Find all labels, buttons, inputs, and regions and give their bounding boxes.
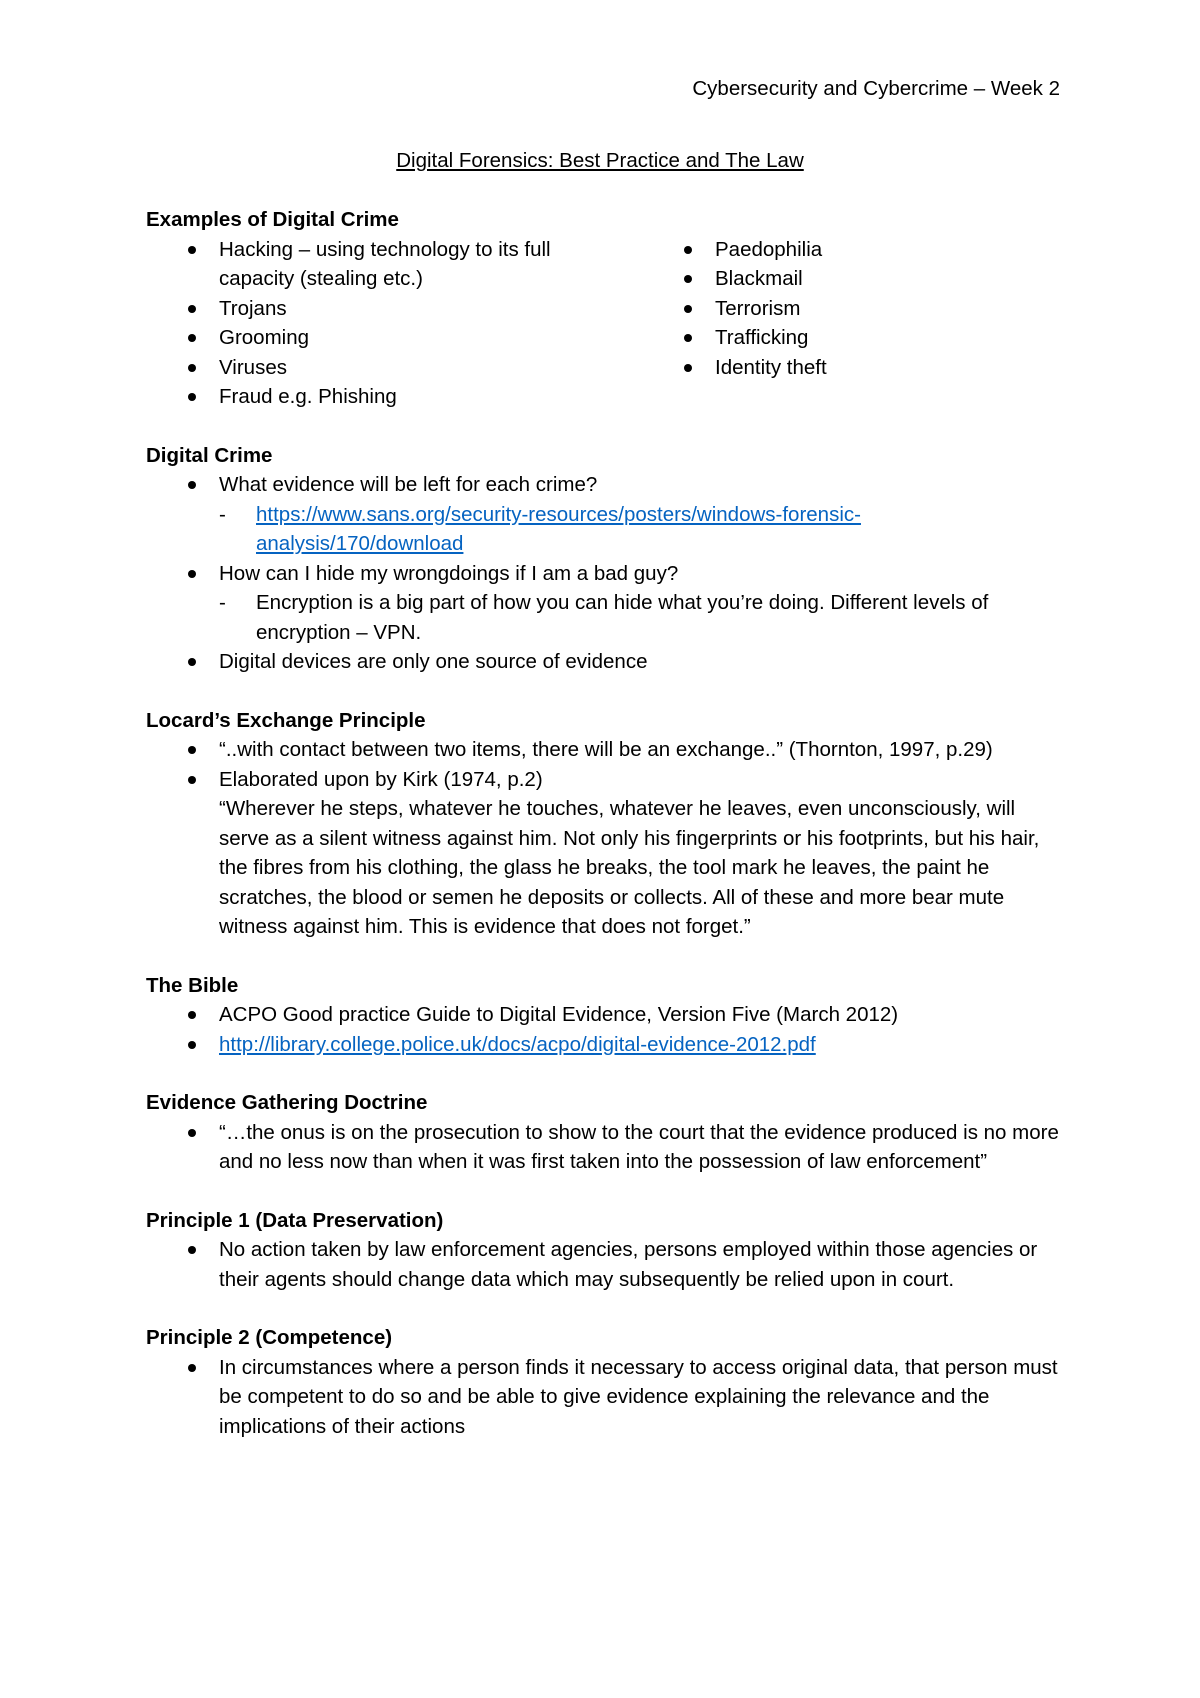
list-item: Trojans — [146, 294, 642, 324]
bullet-list — [146, 1000, 1066, 1059]
bullet-icon — [684, 364, 692, 372]
list-item: Digital devices are only one source of evidence — [146, 647, 1066, 677]
list-item: ACPO Good practice Guide to Digital Evidence, Version Five (March 2012) — [146, 1000, 1066, 1030]
list-item: Elaborated upon by Kirk (1974, p.2) “Wherever he steps, whatever he touches, whatever he leaves, even unconsciously, will serve as a silent witness against him. Not only his fingerprints or his footprints, but his hair, the fibres from his clothing, the glass he breaks, the tool mark he leaves, the paint he scratches, the blood or semen he deposits or collects. All of these and more bear mute witness against him. This is evidence that does not forget.” — [146, 765, 1066, 942]
bullet-list — [146, 470, 1066, 677]
bullet-icon — [188, 481, 196, 489]
list-item: How can I hide my wrongdoings if I am a bad guy? - Encryption is a big part of how you can hide what you’re doing. Different levels of encryption – VPN. — [146, 559, 1066, 648]
examples-left-column — [146, 235, 642, 412]
section-heading: Locard’s Exchange Principle — [146, 708, 426, 732]
section-locard — [146, 706, 1066, 942]
list-item: Fraud e.g. Phishing — [146, 382, 642, 412]
list-item: Blackmail — [642, 264, 1066, 294]
sans-poster-link[interactable]: https://www.sans.org/security-resources/posters/windows-forensic-analysis/170/download — [256, 502, 861, 555]
section-heading: Evidence Gathering Doctrine — [146, 1091, 428, 1114]
list-item: Viruses — [146, 353, 642, 383]
section-heading: Examples of Digital Crime — [146, 208, 399, 231]
dash-icon: - — [219, 502, 226, 526]
bullet-list — [642, 235, 1066, 383]
bullet-icon — [188, 1041, 196, 1049]
section-digital-crime — [146, 441, 1066, 677]
bullet-list — [146, 1353, 1066, 1442]
bullet-list — [146, 1235, 1066, 1294]
kirk-quote: “Wherever he steps, whatever he touches, whatever he leaves, even unconsciously, will serve as a silent witness against him. Not only his fingerprints or his footprints, but his hair, the fibres from his clothing, the glass he breaks, the tool mark he leaves, the paint he scratches, the blood or semen he deposits or collects. All of these and more bear mute witness against him. This is evidence that does not forget.” — [219, 797, 1040, 938]
list-item — [146, 1030, 1066, 1060]
list-item: No action taken by law enforcement agencies, persons employed within those agencies or their agents should change data which may subsequently be relied upon in court. — [146, 1235, 1066, 1294]
document-body — [146, 205, 1066, 1470]
list-item: Hacking – using technology to its full capacity (stealing etc.) — [146, 235, 642, 294]
bullet-icon — [188, 1246, 196, 1254]
bullet-icon — [188, 776, 196, 784]
sub-list-item — [219, 500, 1066, 559]
document-title: Digital Forensics: Best Practice and The Law — [396, 149, 804, 172]
bullet-icon — [188, 658, 196, 666]
list-item: Identity theft — [642, 353, 1066, 383]
bullet-list — [146, 235, 642, 412]
sub-list — [219, 588, 1066, 647]
bullet-icon — [684, 246, 692, 254]
section-heading: Digital Crime — [146, 443, 273, 467]
bullet-list — [146, 1118, 1066, 1177]
list-item: Trafficking — [642, 323, 1066, 353]
bullet-icon — [188, 1129, 196, 1137]
bullet-icon — [188, 570, 196, 578]
bullet-icon — [188, 364, 196, 372]
section-heading: The Bible — [146, 973, 239, 997]
sub-list-item: - Encryption is a big part of how you can hide what you’re doing. Different levels of encryption – VPN. — [219, 588, 1066, 647]
section-heading: Principle 2 (Competence) — [146, 1326, 393, 1349]
list-item: Grooming — [146, 323, 642, 353]
bullet-icon — [188, 1364, 196, 1372]
bullet-icon — [188, 246, 196, 254]
sub-list — [219, 500, 1066, 559]
acpo-guide-link[interactable]: http://library.college.police.uk/docs/acpo/digital-evidence-2012.pdf — [219, 1032, 816, 1056]
bullet-icon — [684, 305, 692, 313]
bullet-icon — [188, 1011, 196, 1019]
list-item: “..with contact between two items, there will be an exchange..” (Thornton, 1997, p.29) — [146, 735, 1066, 765]
list-item: Terrorism — [642, 294, 1066, 324]
section-heading: Principle 1 (Data Preservation) — [146, 1208, 444, 1232]
bullet-icon — [684, 275, 692, 283]
examples-right-column — [642, 235, 1066, 412]
bullet-list — [146, 735, 1066, 942]
page-header: Cybersecurity and Cybercrime – Week 2 — [692, 77, 1060, 100]
list-item: Paedophilia — [642, 235, 1066, 265]
section-principle-1 — [146, 1206, 1066, 1295]
bullet-icon — [188, 334, 196, 342]
dash-icon: - — [219, 591, 226, 614]
section-examples — [146, 205, 1066, 412]
list-item: “…the onus is on the prosecution to show to the court that the evidence produced is no more and no less now than when it was first taken into the possession of law enforcement” — [146, 1118, 1066, 1177]
list-item: In circumstances where a person finds it necessary to access original data, that person must be competent to do so and be able to give evidence explaining the relevance and the implications of their actions — [146, 1353, 1066, 1442]
bullet-icon — [684, 334, 692, 342]
section-doctrine — [146, 1088, 1066, 1177]
list-item: What evidence will be left for each crime? - https://www.sans.org/security-resources/posters/windows-forensic-analysis/170/download — [146, 470, 1066, 559]
examples-columns — [146, 235, 1066, 412]
bullet-icon — [188, 305, 196, 313]
section-bible — [146, 971, 1066, 1060]
section-principle-2 — [146, 1323, 1066, 1441]
bullet-icon — [188, 746, 196, 754]
bullet-icon — [188, 393, 196, 401]
